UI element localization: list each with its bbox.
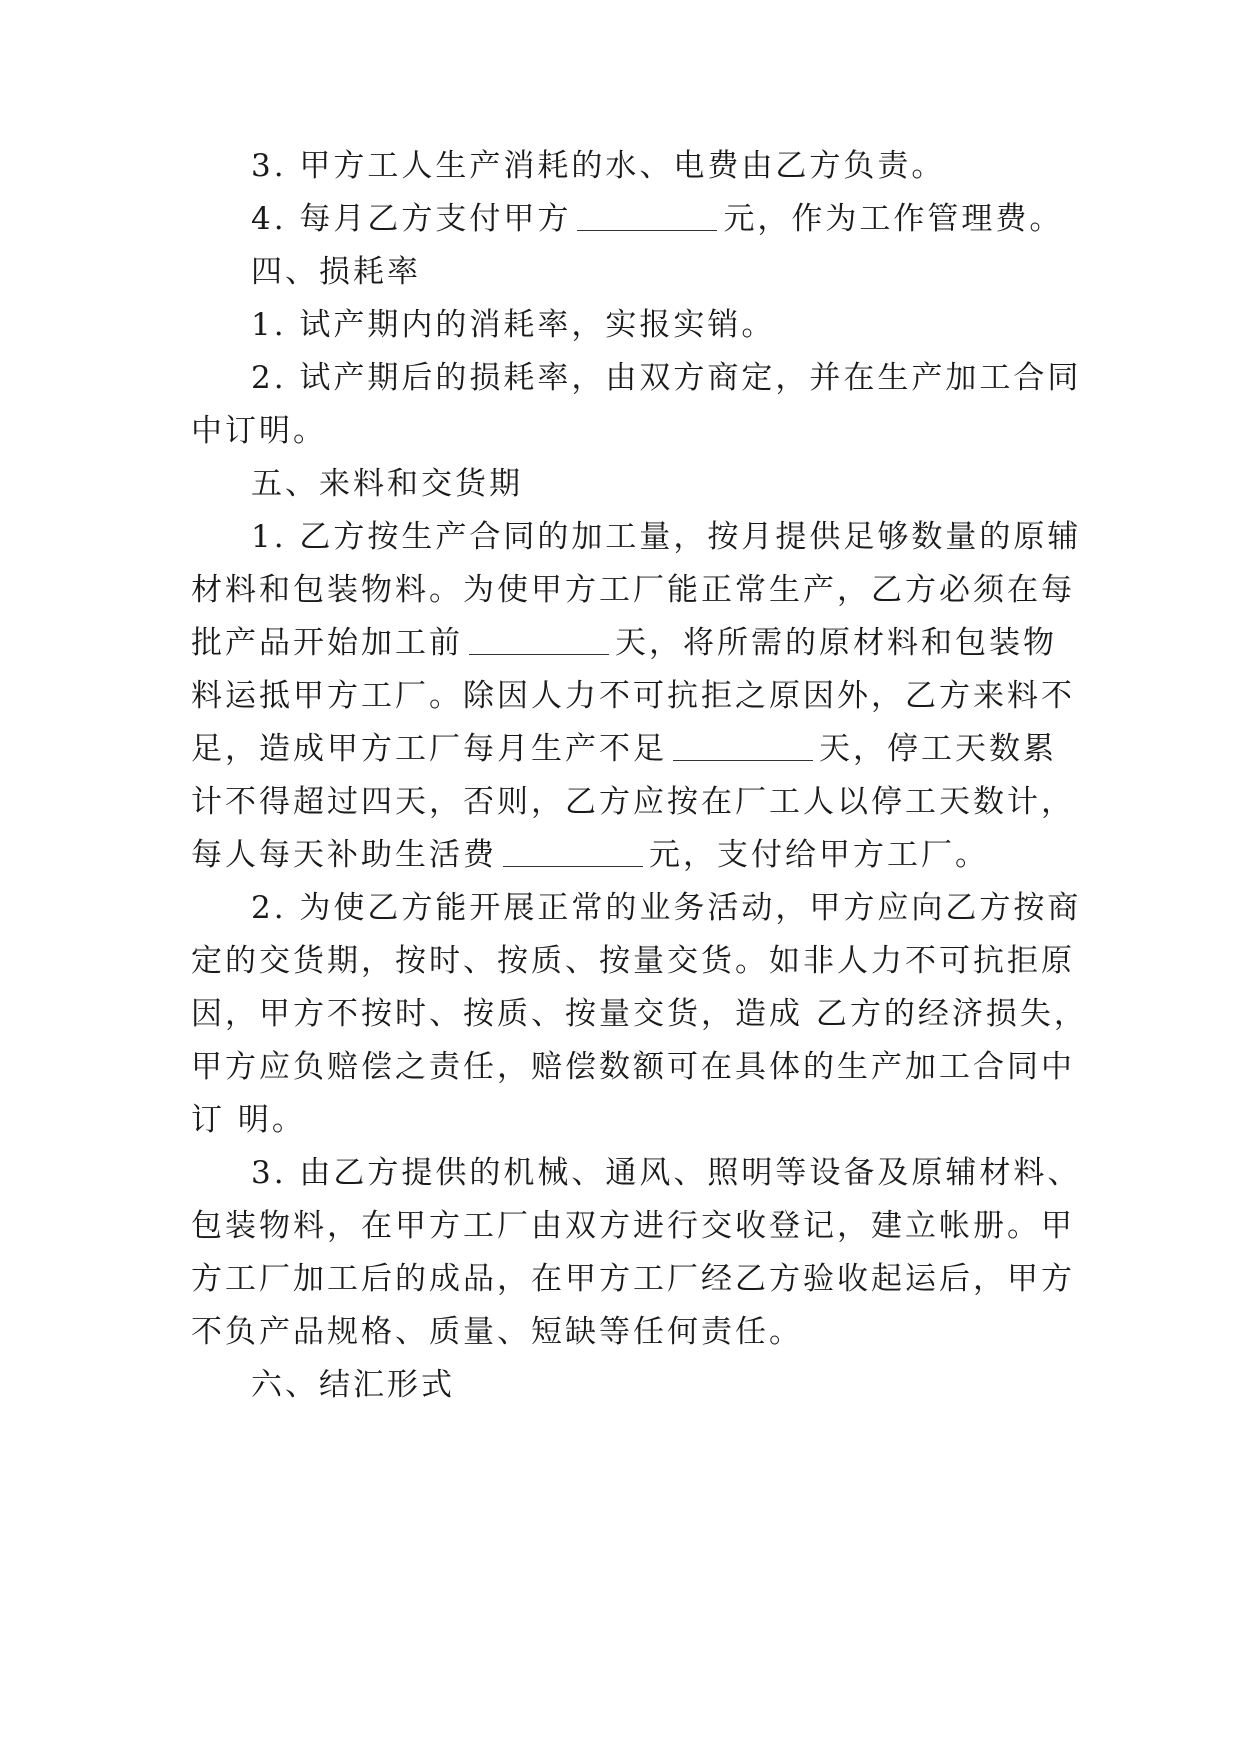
clause-5-1-cont <box>191 676 1075 716</box>
line-text: 不负产品规格、质量、短缺等任何责任。 <box>191 1314 803 1350</box>
line-text: 四、损耗率 <box>251 254 421 290</box>
line-text: 中订明。 <box>191 413 327 449</box>
clause-5-1 <box>251 517 1081 557</box>
line-text: 六、结汇形式 <box>251 1367 455 1403</box>
clause-5-2-cont <box>191 1100 306 1140</box>
section-heading-6 <box>251 1365 455 1405</box>
clause-5-3 <box>251 1153 1081 1193</box>
line-text: 元，作为工作管理费。 <box>723 201 1064 237</box>
line-text: 订 明。 <box>191 1102 306 1138</box>
clause-5-2-cont <box>191 994 1088 1034</box>
clause-4-2-cont <box>191 411 327 451</box>
blank-fill-line <box>463 623 615 663</box>
clause-3-3 <box>251 146 945 186</box>
line-text: 4. 每月乙方支付甲方 <box>251 201 572 237</box>
clause-5-1-cont <box>191 570 1075 610</box>
line-text: 五、来料和交货期 <box>251 466 523 502</box>
line-text: 每人每天补助生活费 <box>191 837 497 873</box>
clause-3-4 <box>251 199 1063 239</box>
line-text: 批产品开始加工前 <box>191 625 463 661</box>
clause-5-3-cont <box>191 1259 1075 1299</box>
line-text: 3. 由乙方提供的机械、通风、照明等设备及原辅材料、 <box>251 1155 1082 1191</box>
clause-4-1 <box>251 305 775 345</box>
clause-5-2 <box>251 888 1081 928</box>
clause-5-3-cont <box>191 1206 1075 1246</box>
clause-5-2-cont <box>191 1047 1075 1087</box>
line-text: 1. 试产期内的消耗率，实报实销。 <box>251 307 776 343</box>
blank-fill-line <box>667 729 819 769</box>
line-text: 3. 甲方工人生产消耗的水、电费由乙方负责。 <box>251 148 946 184</box>
blank-fill-line <box>497 835 649 875</box>
section-heading-5 <box>251 464 523 504</box>
line-text: 元，支付给甲方工厂。 <box>649 837 989 873</box>
clause-5-1-cont <box>191 623 1057 663</box>
line-text: 包装物料，在甲方工厂由双方进行交收登记，建立帐册。甲 <box>191 1208 1075 1244</box>
line-text: 因，甲方不按时、按质、按量交货，造成 乙方的经济损失， <box>191 996 1088 1032</box>
line-text: 计不得超过四天，否则，乙方应按在厂工人以停工天数计， <box>191 784 1075 820</box>
line-text: 1. 乙方按生产合同的加工量，按月提供足够数量的原辅 <box>251 519 1082 555</box>
clause-5-1-cont <box>191 729 1057 769</box>
clause-5-1-cont <box>191 782 1075 822</box>
line-text: 定的交货期，按时、按质、按量交货。如非人力不可抗拒原 <box>191 943 1075 979</box>
line-text: 方工厂加工后的成品，在甲方工厂经乙方验收起运后，甲方 <box>191 1261 1075 1297</box>
line-text: 天，将所需的原材料和包装物 <box>615 625 1057 661</box>
line-text: 2. 为使乙方能开展正常的业务活动，甲方应向乙方按商 <box>251 890 1082 926</box>
line-text: 料运抵甲方工厂。除因人力不可抗拒之原因外，乙方来料不 <box>191 678 1075 714</box>
line-text: 足，造成甲方工厂每月生产不足 <box>191 731 667 767</box>
clause-5-1-cont <box>191 835 989 875</box>
clause-4-2 <box>251 358 1081 398</box>
line-text: 材料和包装物料。为使甲方工厂能正常生产，乙方必须在每 <box>191 572 1075 608</box>
section-heading-4 <box>251 252 421 292</box>
blank-fill-line <box>571 199 723 239</box>
clause-5-3-cont <box>191 1312 803 1352</box>
line-text: 天，停工天数累 <box>819 731 1057 767</box>
clause-5-2-cont <box>191 941 1075 981</box>
line-text: 2. 试产期后的损耗率，由双方商定，并在生产加工合同 <box>251 360 1082 396</box>
line-text: 甲方应负赔偿之责任，赔偿数额可在具体的生产加工合同中 <box>191 1049 1075 1085</box>
